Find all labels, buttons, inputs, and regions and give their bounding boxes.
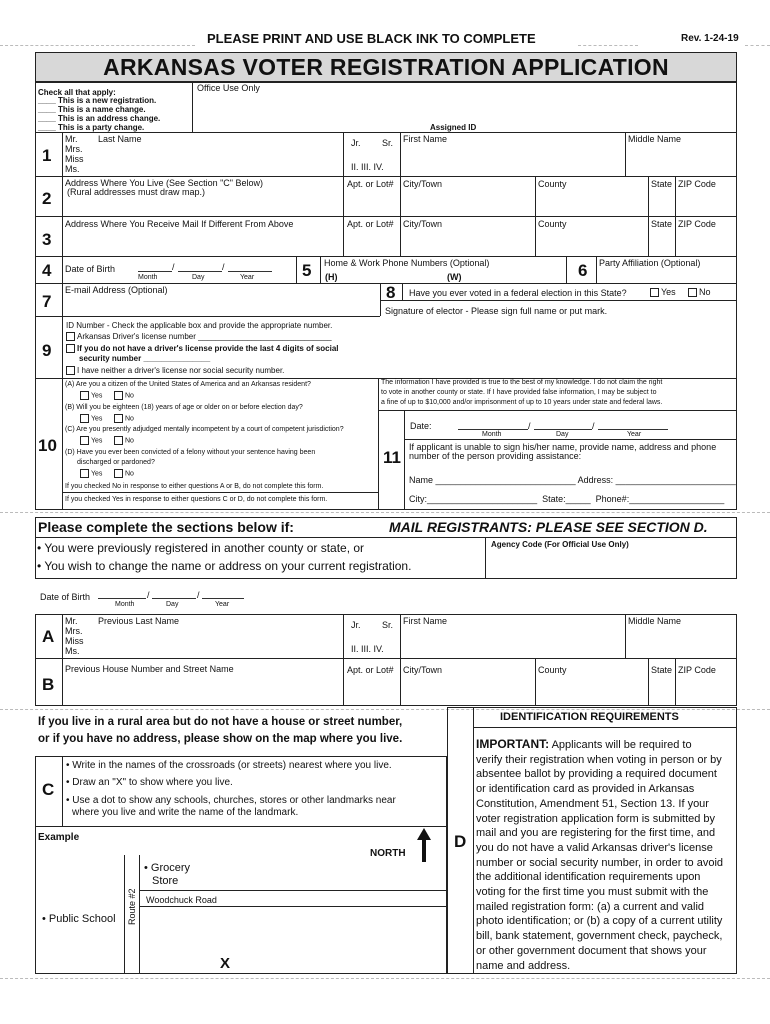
drivers-license-option[interactable]: [66, 332, 332, 341]
apt-label: Apt. or Lot#: [347, 179, 394, 189]
lower-dob-label: Date of Birth: [40, 592, 91, 602]
a-title-miss: Miss: [65, 636, 84, 646]
federal-election-question: Have you ever voted in a federal election in this State?: [409, 288, 627, 298]
route-2-road-left: [124, 855, 125, 973]
form-instruction: PLEASE PRINT AND USE BLACK INK TO COMPLETE: [207, 31, 536, 46]
section-a-number: A: [42, 627, 55, 646]
assist-city-state-phone[interactable]: City:______________________ State:_____ Phone#:___________________: [409, 494, 725, 504]
ssn-line-2: security number _______________: [79, 354, 211, 363]
x-marker: X: [220, 955, 231, 972]
section-9-number: 9: [42, 341, 52, 360]
qd-yes-label: Yes: [91, 470, 103, 478]
woodchuck-road-label: Woodchuck Road: [146, 895, 217, 905]
voted-no-label: No: [699, 287, 711, 297]
question-b-yes[interactable]: [80, 414, 102, 423]
city-label: City/Town: [403, 179, 443, 189]
voted-yes-label: Yes: [661, 287, 676, 297]
section-2-number: 2: [42, 189, 52, 208]
id-req-line-2: absentee ballot by providing a required document: [476, 768, 717, 781]
option-name-change[interactable]: ____ This is a name change.: [38, 105, 146, 114]
lower-dob-day: Day: [166, 601, 179, 608]
id-req-line-14: or other government document that shows your: [476, 944, 707, 957]
title-ms: Ms.: [65, 164, 80, 174]
woodchuck-road-bottom: [139, 906, 447, 907]
rural-heading-line-1: If you live in a rural area but do not have a house or street number,: [38, 716, 403, 728]
grocery-label-1: • Grocery: [144, 862, 191, 874]
qc-no-checkbox[interactable]: [114, 436, 123, 445]
a-first-name-label: First Name: [403, 616, 448, 626]
bullet-prev-registered: • You were previously registered in another county or state, or: [37, 541, 365, 555]
email-label: E-mail Address (Optional): [65, 285, 168, 295]
qa-yes-label: Yes: [91, 392, 103, 400]
oath-date-label: Date:: [410, 421, 432, 431]
id-req-line-9: the additional identification requirements upon: [476, 871, 701, 884]
zip-label: ZIP Code: [678, 179, 716, 189]
last-name-label: Last Name: [98, 134, 142, 144]
b-state-label: State: [651, 665, 673, 675]
mailing-address-label: Address Where You Receive Mail If Different From Above: [65, 219, 294, 229]
ssn-checkbox[interactable]: [66, 344, 75, 353]
section-4-number: 4: [42, 261, 52, 280]
oath-month: Month: [482, 431, 502, 438]
neither-option[interactable]: [66, 366, 284, 375]
north-arrow-icon: [417, 828, 431, 862]
woodchuck-road-top: [139, 890, 447, 891]
signature-label: Signature of elector - Please sign full name or put mark.: [385, 306, 608, 316]
ssn-label: If you do not have a driver's license provide the last 4 digits of social: [77, 344, 339, 353]
instruction-landmarks-1: • Use a dot to show any schools, churches, stores or other landmarks near: [66, 795, 396, 806]
instruction-draw-x: • Draw an "X" to show where you live.: [66, 777, 233, 788]
instruction-crossroads: • Write in the names of the crossroads (or streets) nearest where you live.: [66, 760, 392, 771]
assigned-id-label: Assigned ID: [430, 123, 477, 132]
north-label: NORTH: [370, 848, 406, 859]
phone-home-label: (H): [325, 272, 338, 282]
neither-checkbox[interactable]: [66, 366, 75, 375]
qb-yes-checkbox[interactable]: [80, 414, 89, 423]
route-2-label: Route #2: [127, 888, 137, 925]
section-8-number: 8: [386, 283, 396, 302]
dob-month: Month: [138, 274, 158, 281]
question-d-no[interactable]: [114, 469, 134, 478]
qb-no-checkbox[interactable]: [114, 414, 123, 423]
qa-yes-checkbox[interactable]: [80, 391, 89, 400]
question-d-yes[interactable]: [80, 469, 102, 478]
qd-no-label: No: [125, 470, 134, 478]
oath-line-3: a fine of up to $10,000 and/or imprisonment of up to 10 years under state and federal laws.: [381, 399, 663, 406]
title-miss: Miss: [65, 154, 84, 164]
qa-no-label: No: [125, 392, 134, 400]
rural-heading-line-2: or if you have no address, please show on the map where you live.: [38, 733, 403, 745]
id-req-line-15: name and address.: [476, 959, 571, 972]
qc-yes-checkbox[interactable]: [80, 436, 89, 445]
voted-yes-checkbox[interactable]: [650, 288, 659, 297]
id-req-line-8: number or social security number, in order to avoid: [476, 856, 724, 869]
section-c-frame: [35, 756, 447, 974]
lower-dob-year: Year: [215, 601, 230, 608]
id-req-line: [476, 737, 734, 753]
lower-dob-slash-2: /: [197, 590, 200, 600]
section-c-number: C: [42, 780, 55, 799]
qd-yes-checkbox[interactable]: [80, 469, 89, 478]
example-label: Example: [38, 832, 80, 843]
id-req-line-11: mailed registration form: (a) a current and valid: [476, 900, 705, 913]
b-county-label: County: [538, 665, 567, 675]
a-middle-name-label: Middle Name: [628, 616, 682, 626]
question-b: (B) Will you be eighteen (18) years of age or older on or before election day?: [65, 404, 303, 411]
section-b-number: B: [42, 675, 55, 694]
dob-day: Day: [192, 274, 205, 281]
title-mr: Mr.: [65, 134, 78, 144]
public-school-label: • Public School: [42, 913, 116, 925]
mail-county-label: County: [538, 219, 567, 229]
oath-line-1: The information I have provided is true to the best of my knowledge. I do not claim the right: [381, 379, 663, 386]
id-req-line-3: or identification card as provided in Arkansas: [476, 783, 695, 796]
county-label: County: [538, 179, 567, 189]
b-apt-label: Apt. or Lot#: [347, 665, 394, 675]
mail-apt-label: Apt. or Lot#: [347, 219, 394, 229]
question-a-no[interactable]: [114, 391, 134, 400]
dob-slash-2: /: [222, 262, 225, 272]
a-title-ms: Ms.: [65, 646, 80, 656]
phone-label: Home & Work Phone Numbers (Optional): [324, 258, 490, 268]
note-cd: If you checked Yes in response to either questions C or D, do not complete this form.: [65, 496, 328, 503]
previous-house-label: Previous House Number and Street Name: [65, 664, 234, 674]
revision-label: Rev. 1-24-19: [681, 33, 739, 44]
question-c-no[interactable]: [114, 436, 134, 445]
option-party-change[interactable]: ____ This is a party change.: [38, 123, 145, 132]
assist-line-1: If applicant is unable to sign his/her name, provide name, address and phone: [409, 442, 717, 452]
a-suffix-sr: Sr.: [382, 620, 394, 630]
section-6-number: 6: [578, 261, 588, 280]
a-suffix-jr: Jr.: [351, 620, 361, 630]
assist-name-address[interactable]: Name ____________________________ Address: ________________________: [409, 475, 736, 485]
agency-code-label: Agency Code (For Official Use Only): [491, 540, 629, 549]
assist-line-2: number of the person providing assistance:: [409, 451, 582, 461]
ssn-option[interactable]: [66, 344, 339, 353]
question-a: (A) Are you a citizen of the United States of America and an Arkansas resident?: [65, 381, 311, 388]
id-req-line-10: voting for the first time you must submit with the: [476, 886, 709, 899]
question-a-yes[interactable]: [80, 391, 102, 400]
oath-date-slash-2: /: [592, 421, 595, 431]
lower-dob-slash-1: /: [147, 590, 150, 600]
section-5-number: 5: [302, 261, 312, 280]
oath-line-2: to vote in another county or state. If I have provided false information, I may be subject to: [381, 389, 657, 396]
neither-label: I have neither a driver's license nor social security number.: [77, 366, 285, 375]
dob-label: Date of Birth: [65, 264, 116, 274]
mail-state-label: State: [651, 219, 673, 229]
voted-no[interactable]: [688, 287, 711, 297]
suffix-jr: Jr.: [351, 138, 361, 148]
id-req-line-7: you do not have a valid Arkansas driver's license: [476, 841, 713, 854]
page-title: ARKANSAS VOTER REGISTRATION APPLICATION: [103, 54, 669, 80]
important-label: IMPORTANT:: [476, 737, 550, 751]
suffix-roman: II. III. IV.: [351, 162, 384, 172]
route-2-road-right: [139, 855, 140, 973]
a-suffix-roman: II. III. IV.: [351, 644, 384, 654]
id-req-line-0: Applicants will be required to: [551, 739, 692, 751]
id-intro: ID Number - Check the applicable box and provide the appropriate number.: [66, 321, 333, 330]
mail-registrants-heading: MAIL REGISTRANTS: PLEASE SEE SECTION D.: [389, 519, 708, 535]
state-label: State: [651, 179, 673, 189]
question-c-yes[interactable]: [80, 436, 102, 445]
note-ab: If you checked No in response to either questions A or B, do not complete this form.: [65, 483, 324, 490]
middle-name-label: Middle Name: [628, 134, 682, 144]
voted-no-checkbox[interactable]: [688, 288, 697, 297]
bullet-change-name: • You wish to change the name or address on your current registration.: [37, 559, 412, 573]
question-b-no[interactable]: [114, 414, 134, 423]
b-zip-label: ZIP Code: [678, 665, 716, 675]
phone-work-label: (W): [447, 272, 462, 282]
grocery-label-2: Store: [152, 875, 179, 887]
question-d-line1: (D) Have you ever been convicted of a felony without your sentence having been: [65, 449, 316, 456]
id-requirements-title: IDENTIFICATION REQUIREMENTS: [500, 711, 679, 723]
voted-yes[interactable]: [650, 287, 676, 297]
question-d-line2: discharged or pardoned?: [77, 459, 155, 466]
qc-no-label: No: [125, 437, 134, 445]
option-address-change[interactable]: ____ This is an address change.: [38, 114, 161, 123]
question-c: (C) Are you presently adjudged mentally incompetent by a court of competent jurisdiction?: [65, 426, 344, 433]
id-requirements-body: [476, 737, 734, 973]
office-use-label: Office Use Only: [197, 83, 260, 93]
id-req-line-6: mail and you are registering for the first time, and: [476, 827, 716, 840]
signature-field[interactable]: [381, 318, 736, 375]
instruction-landmarks-2: where you live and write the name of the landmark.: [72, 807, 299, 818]
lower-dob-month: Month: [115, 601, 135, 608]
qc-yes-label: Yes: [91, 437, 103, 445]
party-label: Party Affiliation (Optional): [599, 258, 701, 268]
dl-checkbox[interactable]: [66, 332, 75, 341]
b-city-label: City/Town: [403, 665, 443, 675]
oath-day: Day: [556, 431, 569, 438]
qb-yes-label: Yes: [91, 415, 103, 423]
id-req-line-12: photo identification; or (b) a copy of a current utility: [476, 915, 723, 928]
a-title-mr: Mr.: [65, 616, 78, 626]
id-req-line-4: Constitution, Amendment 51, Section 13. If your: [476, 797, 709, 810]
a-title-mrs: Mrs.: [65, 626, 83, 636]
oath-date-slash-1: /: [528, 421, 531, 431]
qa-no-checkbox[interactable]: [114, 391, 123, 400]
dob-year: Year: [240, 274, 255, 281]
qb-no-label: No: [125, 415, 134, 423]
suffix-sr: Sr.: [382, 138, 394, 148]
section-10-number: 10: [38, 436, 57, 455]
rural-note: (Rural addresses must draw map.): [67, 187, 206, 197]
dob-slash-1: /: [172, 262, 175, 272]
mail-city-label: City/Town: [403, 219, 443, 229]
section-d-number: D: [454, 832, 467, 851]
residence-address-label: Address Where You Live (See Section "C" Below): [65, 178, 263, 188]
oath-year: Year: [627, 431, 642, 438]
check-all-label: Check all that apply:: [38, 88, 116, 97]
id-req-line-5: voter registration application form is submitted by: [476, 812, 716, 825]
option-new-registration[interactable]: ____ This is a new registration.: [38, 96, 157, 105]
section-11-number: 11: [383, 448, 401, 467]
previous-last-name-label: Previous Last Name: [98, 616, 180, 626]
first-name-label: First Name: [403, 134, 448, 144]
section-1-number: 1: [42, 146, 52, 165]
mail-zip-label: ZIP Code: [678, 219, 716, 229]
id-req-line-13: bill, bank statement, government check, paycheck,: [476, 930, 723, 943]
qd-no-checkbox[interactable]: [114, 469, 123, 478]
complete-sections-heading: Please complete the sections below if:: [38, 519, 294, 535]
name-input[interactable]: [96, 146, 341, 174]
section-3-number: 3: [42, 230, 52, 249]
dl-label: Arkansas Driver's license number ______________________________: [77, 332, 332, 341]
title-mrs: Mrs.: [65, 144, 83, 154]
id-req-line-1: verify their registration when voting in person or by: [476, 753, 722, 766]
section-7-number: 7: [42, 292, 52, 311]
